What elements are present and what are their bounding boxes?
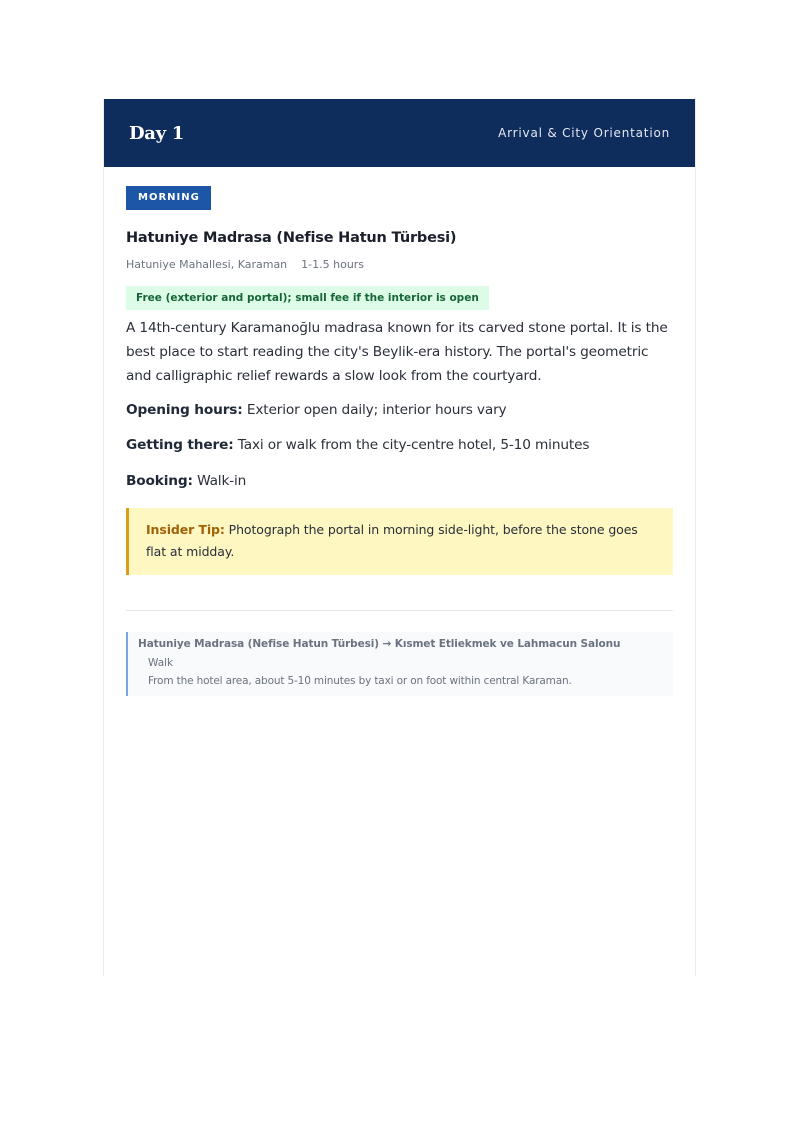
activity-meta — [126, 258, 673, 272]
opening-hours-row — [126, 400, 673, 420]
day-card — [103, 99, 696, 976]
price-badge: Free (exterior and portal); small fee if the interior is open — [126, 286, 489, 310]
booking-label: Booking: — [126, 473, 193, 489]
activity-location: Hatuniye Mahallesi, Karaman — [126, 258, 288, 271]
transit-route: Hatuniye Madrasa (Nefise Hatun Türbesi) → Kısmet Etliekmek ve Lahmacun Salonu — [138, 638, 621, 650]
insider-tip-label: Insider Tip: — [146, 522, 225, 537]
period-badge: MORNING — [126, 186, 211, 210]
activity-title: Hatuniye Madrasa (Nefise Hatun Türbesi) — [126, 230, 457, 246]
booking-value: Walk-in — [197, 473, 247, 489]
booking-row — [126, 471, 673, 491]
day-subtitle: Arrival & City Orientation — [498, 126, 670, 140]
opening-hours-label: Opening hours: — [126, 402, 243, 418]
activity-duration: 1-1.5 hours — [301, 258, 365, 271]
transit-mode: Walk — [148, 657, 174, 669]
insider-tip-text: Photograph the portal in morning side-light, before the stone goes flat at midday. — [146, 522, 638, 559]
transit-block — [126, 632, 673, 696]
transit-note: From the hotel area, about 5-10 minutes by taxi or on foot within central Karaman. — [148, 675, 572, 687]
day-header — [104, 99, 695, 167]
getting-there-label: Getting there: — [126, 437, 234, 453]
insider-tip — [126, 508, 673, 575]
opening-hours-value: Exterior open daily; interior hours vary — [246, 402, 507, 418]
getting-there-value: Taxi or walk from the city-centre hotel, 5-10 minutes — [237, 437, 590, 453]
getting-there-row — [126, 435, 673, 455]
activity-section — [104, 167, 695, 696]
day-title: Day 1 — [129, 122, 185, 144]
activity-description: A 14th-century Karamanoğlu madrasa known for its carved stone portal. It is the best place to start reading the city's Beylik-era history. The portal's geometric and calligraphic relief rewards a slow look from the courtyard. — [126, 320, 668, 384]
divider — [126, 610, 673, 611]
